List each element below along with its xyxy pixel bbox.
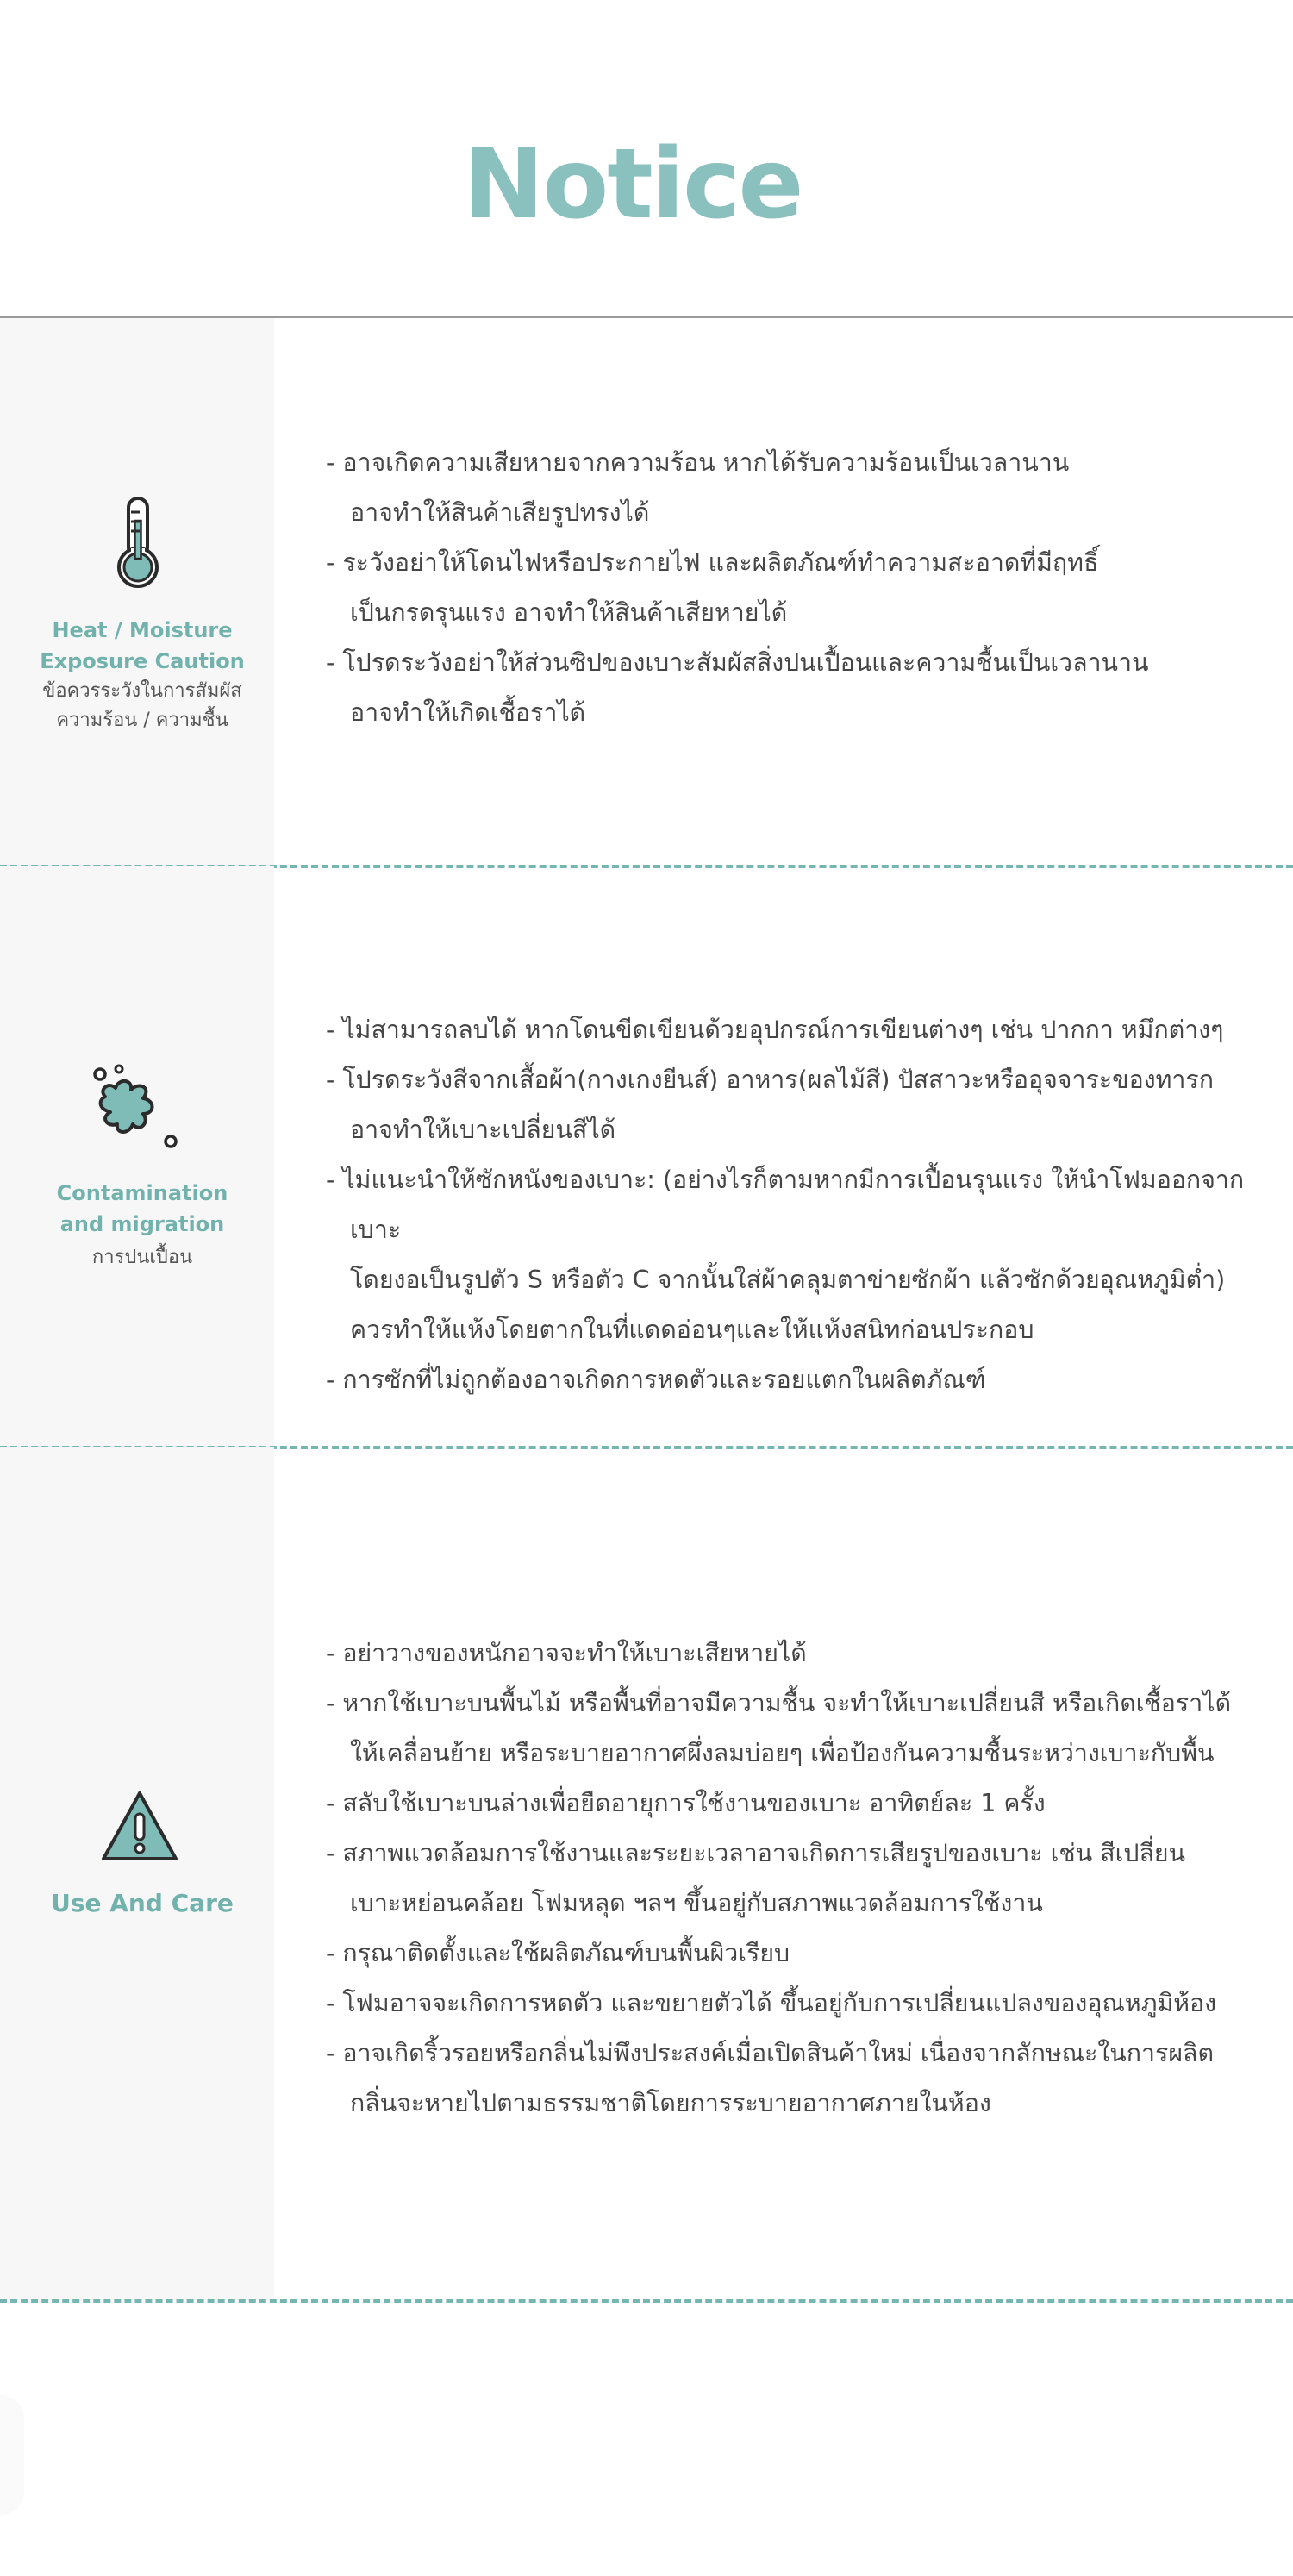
section-heat-list — [326, 438, 1149, 738]
section-heat-sidebar — [0, 318, 274, 866]
notice-item: - อาจเกิดความเสียหายจากความร้อน หากได้รับความร้อนเป็นเวลานาน อาจทำให้สินค้าเสียรูปทรงได้ — [326, 438, 1149, 538]
notice-item: - หากใช้เบาะบนพื้นไม้ หรือพื้นที่อาจมีความชื้น จะทำให้เบาะเปลี่ยนสี หรือเกิดเชื้อราได้ ให้เคลื่อนย้าย หรือระบายอากาศผึ่งลมบ่อยๆ เพื่อป้องกันความชื้นระหว่างเบาะกับพื้น — [326, 1679, 1231, 1779]
section-divider — [0, 2299, 1293, 2303]
notice-item: - อย่าวางของหนักอาจจะทำให้เบาะเสียหายได้ — [326, 1629, 1231, 1679]
notice-item: - ไม่สามารถลบได้ หากโดนขีดเขียนด้วยอุปกรณ์การเขียนต่างๆ เช่น ปากกา หมึกต่างๆ — [326, 1005, 1293, 1055]
label-th-line: การปนเปื้อน — [91, 1247, 193, 1268]
section-contamination-list — [326, 1005, 1293, 1405]
notice-item: - โปรดระวังอย่าให้ส่วนซิปของเบาะสัมผัสสิ่งปนเปื้อนและความชื้นเป็นเวลานาน อาจทำให้เกิดเชื้อราได้ — [326, 638, 1149, 738]
section-use-care-sidebar — [0, 1447, 274, 2301]
section-contamination-sidebar — [0, 866, 274, 1447]
label-en-line: Exposure Caution — [40, 649, 245, 673]
notice-item: - การซักที่ไม่ถูกต้องอาจเกิดการหดตัวและรอยแตกในผลิตภัณฑ์ — [326, 1355, 1293, 1405]
label-en-line: Use And Care — [51, 1889, 234, 1917]
label-th-line: ข้อควรระวังในการสัมผัส — [42, 680, 242, 702]
label-en-line: Contamination — [56, 1181, 228, 1205]
decorative-corner — [0, 2395, 24, 2516]
label-th-line: ความร้อน / ความชื้น — [56, 710, 228, 731]
thermometer-icon — [112, 495, 164, 591]
notice-item: - โฟมอาจจะเกิดการหดตัว และขยายตัวได้ ขึ้นอยู่กับการเปลี่ยนแปลงของอุณหภูมิห้อง — [326, 1979, 1231, 2029]
section-heat-label — [0, 615, 284, 735]
warning-triangle-icon — [98, 1788, 181, 1866]
notice-item: - ไม่แนะนำให้ซักหนังของเบาะ: (อย่างไรก็ตามหากมีการเปื้อนรุนแรง ให้นำโฟมออกจากเบาะ โดยงอเป็นรูปตัว S หรือตัว C จากนั้นใส่ผ้าคลุมตาข่ายซักผ้า แล้วซักด้วยอุณหภูมิต่ำ) ควรทำให้แห้งโดยตากในที่แดดอ่อนๆและให้แห้งสนิทก่อนประกอบ — [326, 1155, 1293, 1355]
section-contamination-label — [0, 1178, 284, 1272]
label-en-line: and migration — [59, 1212, 225, 1236]
label-en-line: Heat / Moisture — [52, 618, 233, 642]
section-use-care-label — [0, 1888, 284, 1919]
notice-item: - กรุณาติดตั้งและใช้ผลิตภัณฑ์บนพื้นผิวเรียบ — [326, 1929, 1231, 1979]
notice-item: - สภาพแวดล้อมการใช้งานและระยะเวลาอาจเกิดการเสียรูปของเบาะ เช่น สีเปลี่ยน เบาะหย่อนคล้อย โฟมหลุด ฯลฯ ขึ้นอยู่กับสภาพแวดล้อมการใช้งาน — [326, 1829, 1231, 1929]
stain-splash-icon — [90, 1062, 183, 1152]
notice-item: - ระวังอย่าให้โดนไฟหรือประกายไฟ และผลิตภัณฑ์ทำความสะอาดที่มีฤทธิ์ เป็นกรดรุนแรง อาจทำให้สินค้าเสียหายได้ — [326, 538, 1149, 638]
notice-item: - โปรดระวังสีจากเสื้อผ้า(กางเกงยีนส์) อาหาร(ผลไม้สี) ปัสสาวะหรืออุจจาระของทารก อาจทำให้เบาะเปลี่ยนสีได้ — [326, 1055, 1293, 1155]
page-title: Notice — [463, 128, 803, 241]
notice-item: - สลับใช้เบาะบนล่างเพื่อยืดอายุการใช้งานของเบาะ อาทิตย์ละ 1 ครั้ง — [326, 1779, 1231, 1829]
notice-item: - อาจเกิดริ้วรอยหรือกลิ่นไม่พึงประสงค์เมื่อเปิดสินค้าใหม่ เนื่องจากลักษณะในการผลิต กลิ่นจะหายไปตามธรรมชาติโดยการระบายอากาศภายในห้อง — [326, 2029, 1231, 2129]
section-use-care-list — [326, 1629, 1231, 2129]
